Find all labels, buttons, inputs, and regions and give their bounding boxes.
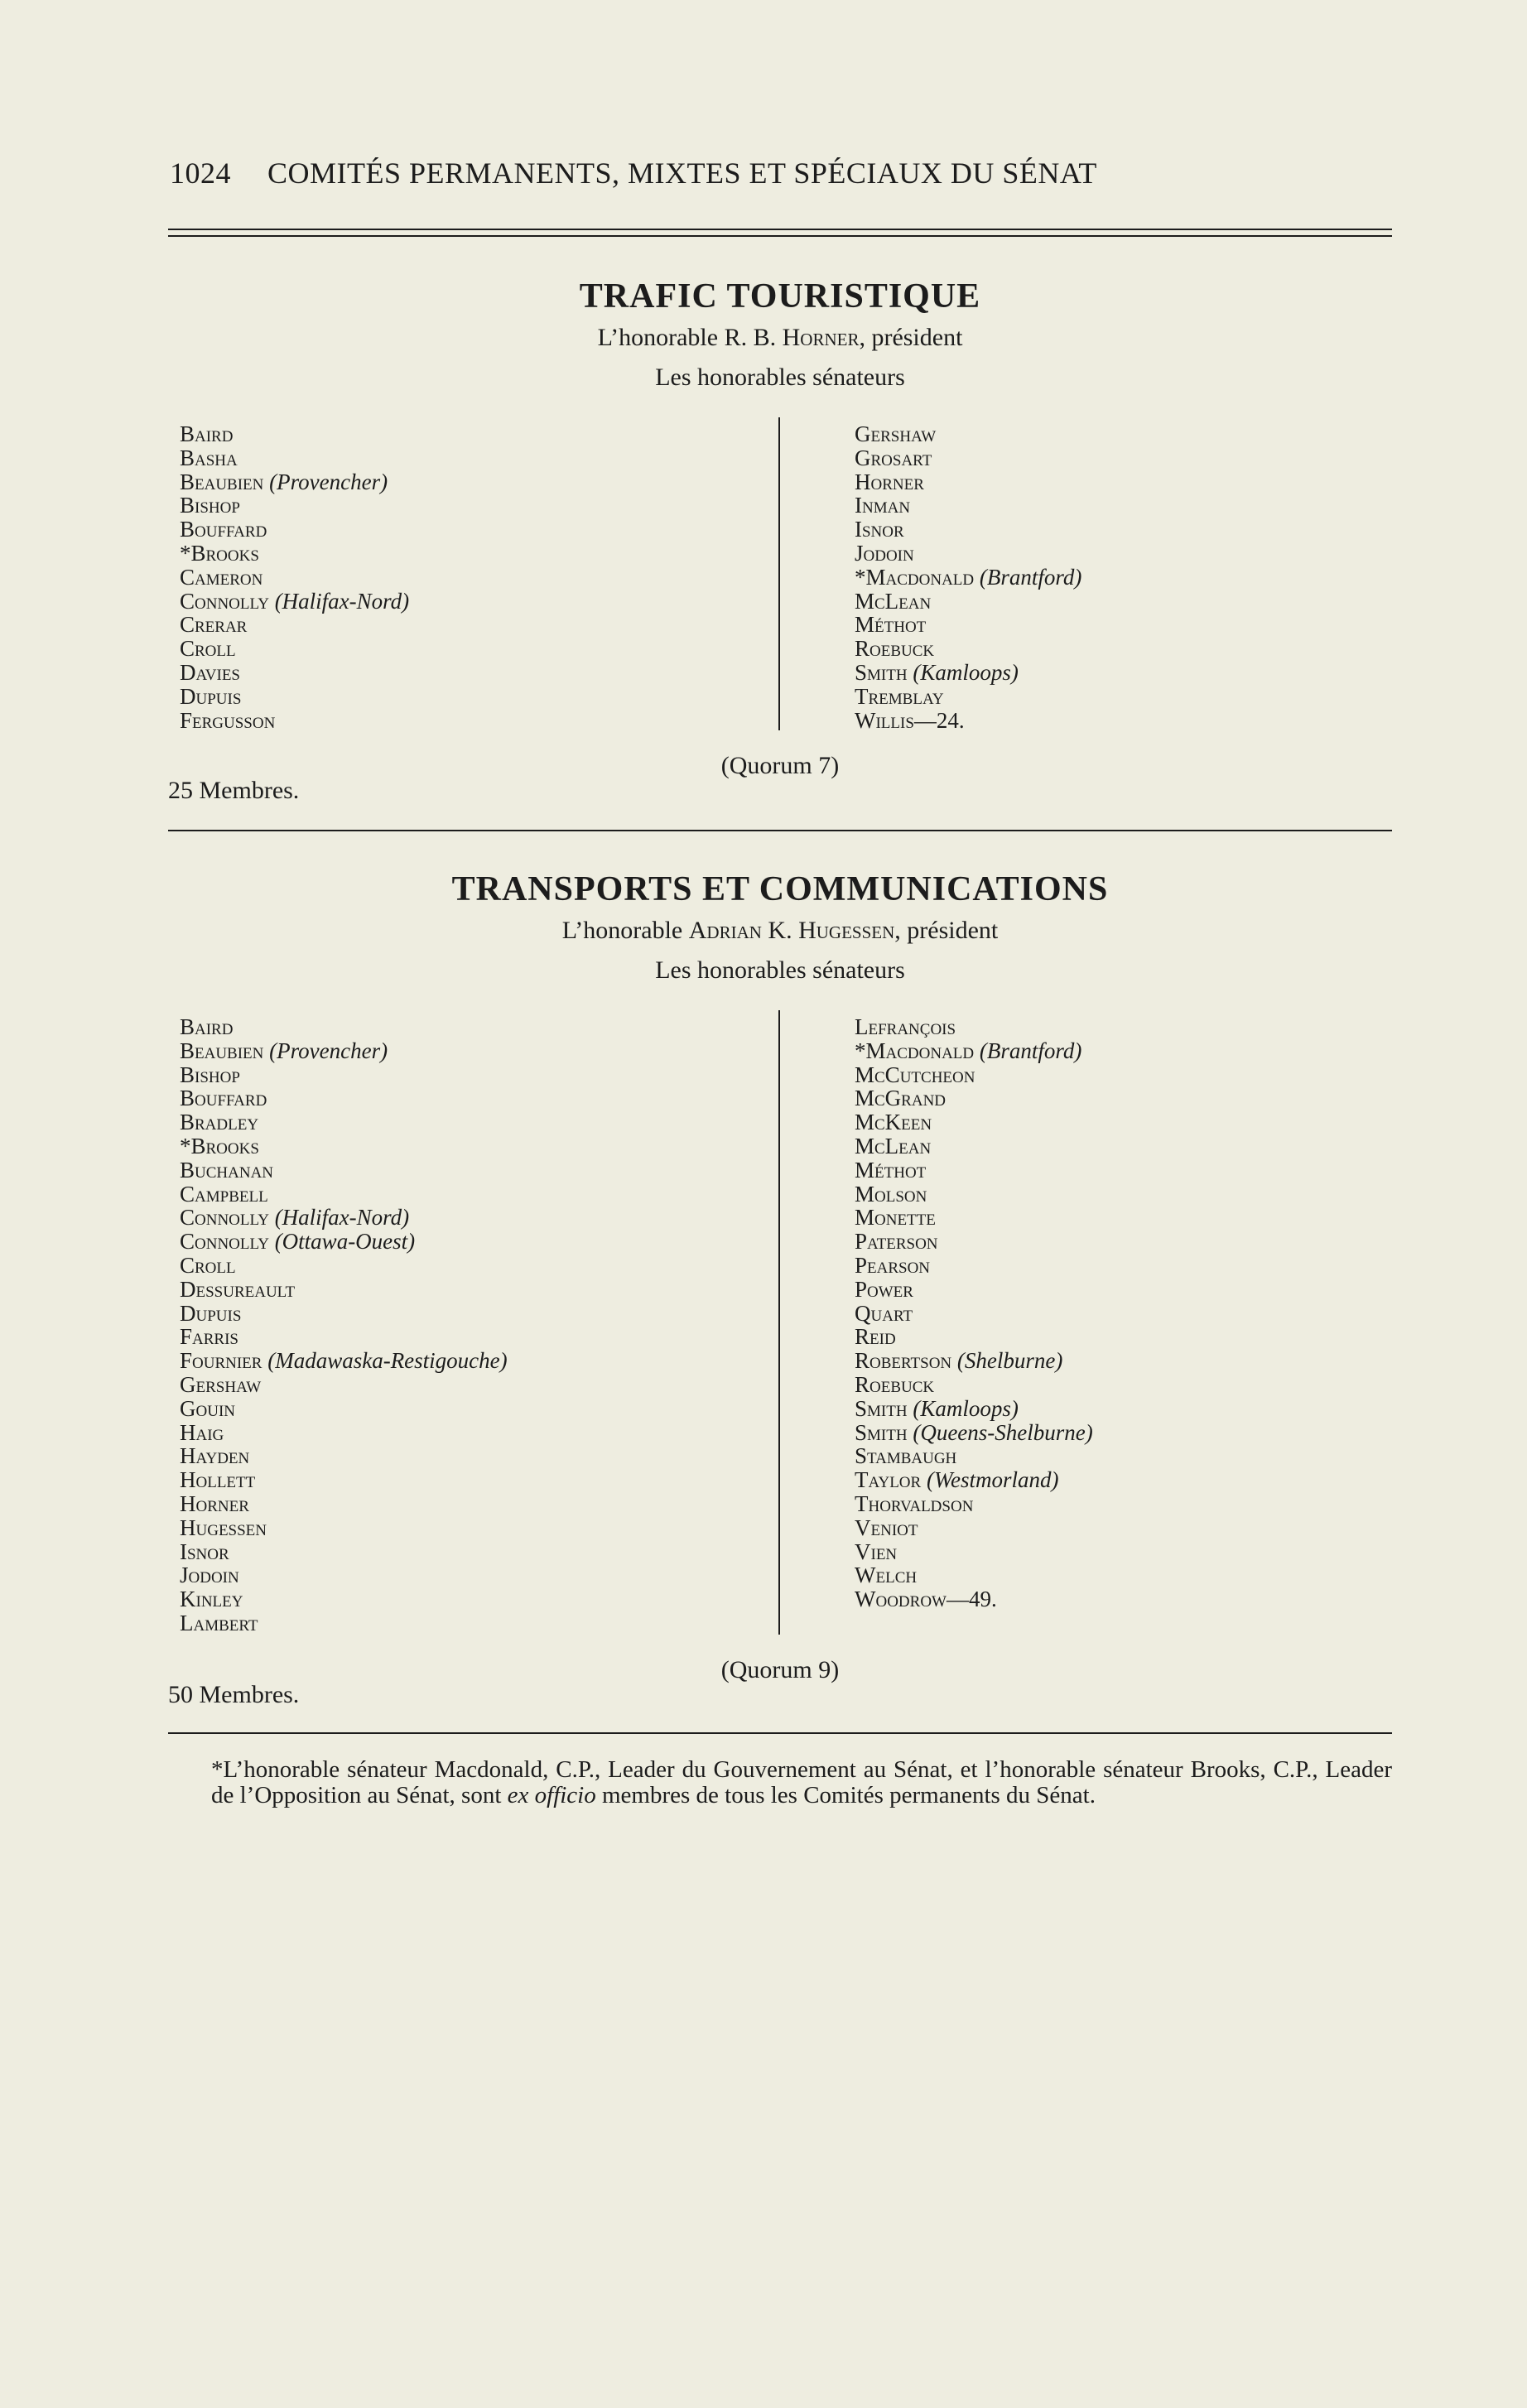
senator-name: Méthot [855, 1157, 927, 1182]
senator-entry [855, 637, 1081, 661]
senator-list-right [855, 422, 1081, 732]
senator-name: McLean [855, 588, 932, 614]
senator-name: McKeen [855, 1110, 932, 1135]
senator-entry [855, 1540, 1093, 1564]
senator-name: Hollett [180, 1467, 256, 1493]
senator-district: (Queens-Shelburne) [913, 1419, 1093, 1445]
senator-name: Connolly [180, 1229, 269, 1255]
senator-name: Bouffard [180, 517, 267, 542]
senator-name: Méthot [855, 612, 927, 638]
senator-name: Woodrow—49. [855, 1587, 997, 1612]
senator-entry [855, 1421, 1093, 1445]
senator-name: Fournier [180, 1348, 263, 1374]
senator-name: Taylor [855, 1467, 922, 1493]
senator-name: Molson [855, 1181, 927, 1206]
senator-name: Lambert [180, 1610, 258, 1635]
senator-name: Veniot [855, 1515, 918, 1540]
senator-entry [855, 1302, 1093, 1326]
senator-entry [180, 1110, 508, 1134]
senator-name: Dupuis [180, 683, 242, 709]
senator-name: Connolly [180, 1205, 269, 1230]
senator-entry [180, 1325, 508, 1349]
senator-entry [180, 446, 409, 470]
column-divider [778, 417, 780, 730]
senator-entry [855, 1063, 1093, 1087]
senator-entry [180, 613, 409, 637]
senator-entry [855, 494, 1081, 518]
senator-entry [855, 1158, 1093, 1182]
honorables-heading: Les honorables sénateurs [655, 364, 905, 391]
senator-district: (Ottawa-Ouest) [274, 1229, 416, 1255]
senator-entry [180, 518, 409, 542]
senator-name: Welch [855, 1563, 918, 1588]
senator-entry [180, 1540, 508, 1564]
committee-president [168, 324, 1392, 352]
senator-entry [855, 1587, 1093, 1611]
senator-name: Vien [855, 1539, 898, 1564]
footnote-part2: membres de tous les Comités permanents du Sénat. [595, 1782, 1096, 1808]
senator-list-left [180, 1015, 508, 1635]
quorum: (Quorum 7) [720, 752, 840, 779]
senator-name: Gershaw [855, 421, 937, 446]
section-rule [168, 830, 1392, 831]
president-suffix: , président [859, 324, 963, 351]
senator-entry [855, 1349, 1093, 1373]
committee-title: TRANSPORTS ET COMMUNICATIONS [451, 870, 1109, 908]
senator-name: McGrand [855, 1086, 947, 1111]
senator-name: Beaubien [180, 1038, 264, 1063]
senator-name: Baird [180, 421, 234, 446]
senator-name: Roebuck [855, 636, 935, 662]
page-number: 1024 [170, 157, 231, 190]
senator-name: Grosart [855, 445, 932, 470]
senator-name: Willis—24. [855, 707, 965, 733]
senator-name: Campbell [180, 1181, 268, 1206]
senator-entry [180, 1182, 508, 1206]
senator-entry [855, 661, 1081, 685]
footnote-italic: ex officio [507, 1782, 596, 1808]
quorum: (Quorum 9) [720, 1656, 840, 1683]
senator-name: Reid [855, 1324, 896, 1350]
senator-entry [180, 1015, 508, 1039]
senator-name: Stambaugh [855, 1443, 957, 1469]
senator-name: *Macdonald [855, 1038, 975, 1063]
senator-entry [855, 1230, 1093, 1254]
senator-entry [180, 1230, 508, 1254]
senator-name: Isnor [180, 1539, 229, 1564]
senator-list-right [855, 1015, 1093, 1611]
senator-entry [180, 685, 409, 709]
running-head [170, 156, 1387, 190]
senator-entry [180, 1349, 508, 1373]
senator-name: Gershaw [180, 1371, 262, 1397]
section-rule [168, 1732, 1392, 1734]
senator-entry [855, 1563, 1093, 1587]
senator-district: (Madawaska-Restigouche) [267, 1348, 508, 1374]
footnote-part1: *L’honorable sénateur Macdonald, C.P., Leader du Gouvernement au Sénat, et l’honorable sénateur Brooks, C.P., Leader de l’Opposition au Sénat, sont [211, 1756, 1392, 1808]
senator-name: Bishop [180, 493, 240, 518]
senator-entry [180, 637, 409, 661]
senator-name: Paterson [855, 1229, 938, 1255]
senator-entry [855, 1015, 1093, 1039]
senator-name: *Macdonald [855, 564, 975, 590]
president-name: Horner [782, 324, 860, 351]
senator-name: Robertson [855, 1348, 952, 1374]
senator-entry [855, 1468, 1093, 1492]
senator-entry [855, 1086, 1093, 1110]
senator-entry [180, 1302, 508, 1326]
senator-entry [855, 1206, 1093, 1230]
senator-entry [180, 1206, 508, 1230]
senator-name: Horner [855, 469, 924, 494]
senator-list-left [180, 422, 409, 732]
header-double-rule [168, 229, 1392, 237]
senator-district: (Kamloops) [913, 1395, 1019, 1421]
senator-name: Roebuck [855, 1371, 935, 1397]
senator-entry [855, 470, 1081, 494]
footnote [168, 1757, 1392, 1808]
senator-entry [180, 566, 409, 590]
senator-entry [180, 590, 409, 614]
honorables-heading: Les honorables sénateurs [655, 956, 905, 984]
senator-name: Jodoin [855, 540, 914, 566]
senator-entry [180, 1158, 508, 1182]
senator-name: Kinley [180, 1587, 243, 1612]
senator-entry [855, 1134, 1093, 1158]
senator-entry [180, 1397, 508, 1421]
senator-entry [855, 1492, 1093, 1516]
senator-name: Lefrançois [855, 1014, 956, 1039]
senator-name: Inman [855, 493, 911, 518]
senator-entry [855, 709, 1081, 733]
senator-name: Horner [180, 1491, 249, 1516]
senator-entry [180, 1468, 508, 1492]
senator-entry [855, 1278, 1093, 1302]
senator-entry [855, 613, 1081, 637]
senator-name: Beaubien [180, 469, 264, 494]
senator-name: Hugessen [180, 1515, 267, 1540]
senator-entry [180, 422, 409, 446]
senator-entry [855, 1254, 1093, 1278]
senator-name: McLean [855, 1133, 932, 1158]
senator-name: Buchanan [180, 1157, 274, 1182]
senator-name: Dupuis [180, 1300, 242, 1326]
senator-entry [855, 1444, 1093, 1468]
senator-name: Cameron [180, 564, 263, 590]
senator-entry [180, 709, 409, 733]
senator-entry [180, 661, 409, 685]
senator-entry [855, 542, 1081, 566]
senator-district: (Brantford) [979, 564, 1082, 590]
senator-name: Bradley [180, 1110, 259, 1135]
senator-entry [180, 1063, 508, 1087]
president-suffix: , président [894, 917, 999, 944]
senator-name: Bishop [180, 1062, 240, 1087]
senator-name: Smith [855, 1395, 908, 1421]
senator-name: Davies [180, 659, 240, 685]
senator-entry [180, 1563, 508, 1587]
senator-district: (Provencher) [269, 469, 388, 494]
senator-name: Farris [180, 1324, 238, 1350]
senator-entry [855, 1325, 1093, 1349]
senator-name: Dessureault [180, 1276, 296, 1302]
senator-entry [180, 470, 409, 494]
senator-name: Gouin [180, 1395, 235, 1421]
footnote-text [168, 1757, 1392, 1808]
senator-name: Croll [180, 636, 236, 662]
senator-district: (Westmorland) [926, 1467, 1059, 1493]
senator-entry [855, 1039, 1093, 1063]
senator-entry [855, 590, 1081, 614]
senator-name: Haig [180, 1419, 224, 1445]
senator-district: (Shelburne) [956, 1348, 1063, 1374]
senator-entry [855, 1110, 1093, 1134]
senator-entry [855, 1373, 1093, 1397]
senator-name: Hayden [180, 1443, 250, 1469]
senator-name: Monette [855, 1205, 936, 1230]
senator-entry [180, 1611, 508, 1635]
senator-name: *Brooks [180, 540, 259, 566]
senator-name: Pearson [855, 1252, 931, 1278]
senator-entry [855, 1516, 1093, 1540]
senator-name: Quart [855, 1300, 913, 1326]
senator-entry [180, 1039, 508, 1063]
senator-name: Smith [855, 1419, 908, 1445]
senator-entry [180, 1373, 508, 1397]
column-divider [778, 1010, 780, 1635]
committee-title: TRAFIC TOURISTIQUE [579, 277, 981, 315]
president-prefix: L’honorable R. B. [597, 324, 783, 351]
senator-entry [855, 422, 1081, 446]
president-prefix: L’honorable [561, 917, 689, 944]
senator-district: (Provencher) [269, 1038, 388, 1063]
president-name: Adrian K. Hugessen [688, 917, 895, 944]
senator-name: Connolly [180, 588, 269, 614]
senator-entry [180, 1086, 508, 1110]
senator-entry [855, 685, 1081, 709]
senator-name: Smith [855, 659, 908, 685]
senator-name: Crerar [180, 612, 248, 638]
senator-name: Fergusson [180, 707, 276, 733]
senator-entry [855, 1182, 1093, 1206]
senator-entry [180, 494, 409, 518]
senator-name: *Brooks [180, 1133, 259, 1158]
senator-district: (Kamloops) [913, 659, 1019, 685]
senator-entry [180, 1421, 508, 1445]
membres-count: 25 Membres. [168, 777, 300, 804]
senator-entry [855, 446, 1081, 470]
committee-transports-communications [168, 869, 1392, 1708]
senator-name: Isnor [855, 517, 904, 542]
committee-trafic-touristique [168, 277, 1392, 804]
senator-name: Thorvaldson [855, 1491, 974, 1516]
senator-name: Power [855, 1276, 913, 1302]
senator-entry [855, 566, 1081, 590]
membres-count: 50 Membres. [168, 1681, 300, 1708]
senator-entry [180, 1134, 508, 1158]
senator-district: (Halifax-Nord) [274, 1205, 410, 1230]
senator-entry [180, 1587, 508, 1611]
page-header-title: COMITÉS PERMANENTS, MIXTES ET SPÉCIAUX DU SÉNAT [267, 157, 1097, 190]
senator-entry [180, 1492, 508, 1516]
senator-entry [180, 1278, 508, 1302]
senator-entry [855, 1397, 1093, 1421]
senator-entry [180, 542, 409, 566]
senator-name: Croll [180, 1252, 236, 1278]
senator-name: Bouffard [180, 1086, 267, 1111]
committee-president [168, 917, 1392, 945]
senator-entry [180, 1516, 508, 1540]
senator-name: Jodoin [180, 1563, 239, 1588]
senator-name: Tremblay [855, 683, 944, 709]
senator-entry [180, 1254, 508, 1278]
senator-entry [855, 518, 1081, 542]
senator-district: (Halifax-Nord) [274, 588, 410, 614]
senator-district: (Brantford) [979, 1038, 1082, 1063]
senator-name: Basha [180, 445, 238, 470]
senator-name: Baird [180, 1014, 234, 1039]
senator-name: McCutcheon [855, 1062, 975, 1087]
senator-entry [180, 1444, 508, 1468]
